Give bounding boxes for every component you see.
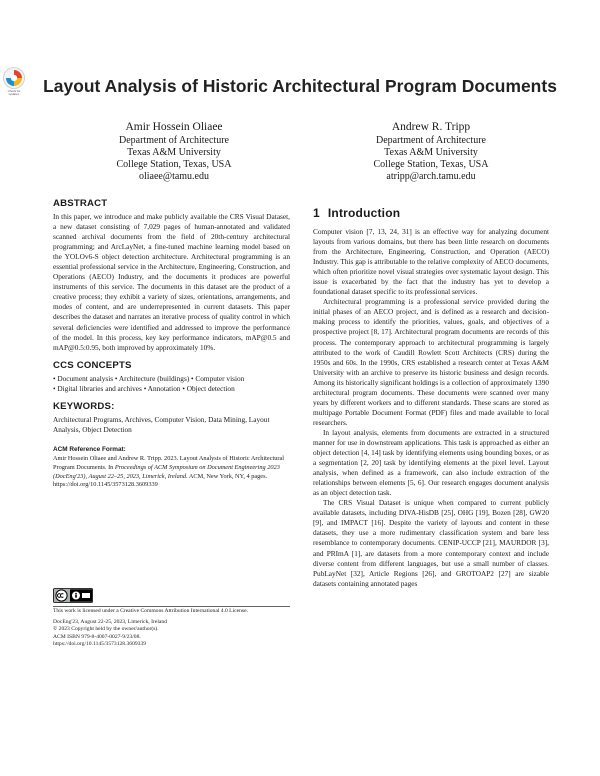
reference-publisher-doi[interactable]: ACM, New York, NY, 4 pages. https://doi.org/10.1145/3573128.3609339 — [53, 472, 268, 489]
intro-paragraph-4: The CRS Visual Dataset is unique when compared to current publicly available datasets, including DIVA-HisDB [25], OHG [19], Bozen [28], GW20 [9], and IMPACT [16]. Despite the variety of layouts and content in these datasets, they use a more rudimentary classification system and bare less resemblance to contemporary documents. CENIP-UCCP [21], MAURDOR [3], and PRImA [1], are datasets from a more contemporary context and include diverse content from different languages, but use a small number of classes. PubLayNet [32], Article Regions [26], and GROTOAP2 [27] are sizable datasets containing annotated pages — [313, 498, 549, 588]
author-department: Department of Architecture — [119, 135, 229, 146]
doi-link[interactable]: https://doi.org/10.1145/3573128.3609339 — [53, 641, 147, 648]
author-email[interactable]: atripp@arch.tamu.edu — [386, 171, 476, 182]
intro-paragraph-1: Computer vision [7, 13, 24, 31] is an effective way for analyzing document layouts from various domains, but there has been little research on documents from the Architecture, Engineering, Construction, and Operation (AECO) Industry. This gap is attributable to the relative complexity of AECO documents, which often prioritize novel visual strategies over systematic layout design. This issue is exacerbated by the fact that the industry has yet to develop a foundational dataset specific to its professional services. — [313, 227, 549, 297]
ccs-line: • Document analysis • Architecture (buildings) • Computer vision — [53, 373, 245, 383]
copyright-footer — [53, 608, 290, 649]
copyright-line: © 2023 Copyright held by the owner/author(s). — [53, 626, 159, 633]
acm-reference-heading: ACM Reference Format: — [53, 445, 126, 453]
conference-line: DocEng'23, August 22-25, 2023, Limerick, Ireland — [53, 618, 167, 625]
author-block-1 — [64, 120, 284, 183]
acm-reference-format — [53, 446, 290, 490]
ccs-heading: CCS CONCEPTS — [53, 359, 132, 371]
intro-paragraph-2: Architectural programming is a professional service provided during the initial phases of an AECO project, and is defined as a research and decision-making process to identify the priorities, values, goals, and objectives of a prospective project [8, 17]. Architectural program documents are records of this process. The contemporary approach to architectural programming is largely attributed to the work of Caudill Rowlett Scott Architects (CRS) during the 1950s and 60s. In the 1990s, CRS established a research center at Texas A&M University with an archive to preserve its historic business and design records. Among its historically significant holdings is a collection of approximately 1390 architectural program documents. These documents were scanned over many years by different workers and to different standards. These scans are stored as multipage Portable Document Format (PDF) files and made available to local researchers. — [313, 297, 549, 427]
section-number: 1 — [313, 206, 320, 220]
abstract-heading: ABSTRACT — [53, 198, 108, 209]
isbn-line: ACM ISBN 979-8-4007-0027-9/23/08. — [53, 633, 141, 640]
reference-citation: Amir Hossein Oliaee and Andrew R. Tripp. 2023. Layout Analysis of Historic Architectural Program Documents. In — [53, 455, 285, 472]
author-location: College Station, Texas, USA — [116, 159, 232, 170]
left-column — [53, 198, 290, 490]
section-title: Introduction — [327, 206, 401, 220]
introduction-heading — [313, 206, 549, 221]
ccs-line: • Digital libraries and archives • Annotation • Object detection — [53, 383, 235, 393]
reference-venue: Proceedings of ACM Symposium on Document Engineering 2023 (DocEng'23), August 22–25, 2023, Limerick, Ireland — [53, 464, 280, 480]
author-name: Amir Hossein Oliaee — [125, 121, 223, 133]
keywords-heading: KEYWORDS: — [53, 400, 115, 412]
intro-paragraph-3: In layout analysis, elements from documents are extracted in a structured manner for use in downstream applications. This task is approached as either an object detection [4, 14] task by identifying elements using bounding boxes, or as a segmentation [2, 20] task by identifying elements at the pixel level. Layout analysis, when defined as a framework, can also include extraction of the relationships between elements [5, 6]. Our research engages document analysis as an object detection task. — [313, 427, 549, 498]
check-for-updates-badge[interactable] — [2, 66, 26, 94]
paper-title: Layout Analysis of Historic Architectural Program Documents — [43, 76, 557, 96]
check-for-updates-icon — [2, 66, 26, 90]
author-location: College Station, Texas, USA — [373, 159, 489, 170]
author-university: Texas A&M University — [127, 147, 221, 158]
author-university: Texas A&M University — [384, 147, 478, 158]
footer-divider — [53, 606, 290, 607]
check-for-updates-caption: Check for updates — [7, 89, 21, 96]
license-notice: This work is licensed under a Creative Commons Attribution International 4.0 License. — [53, 608, 248, 614]
right-column — [313, 198, 549, 589]
abstract-text: In this paper, we introduce and make publicly available the CRS Visual Dataset, a new dataset consisting of 7,029 pages of human-annotated and validated scanned archival documents from the field of 20th-century architectural programming; and ArcLayNet, a fine-tuned machine learning model based on the YOLOv6-S object detection architecture. Architectural programming is an essential professional service in the Architecture, Engineering, Construction, and Operations (AECO) Industry, and the documents it produces are powerful instruments of this service. The documents in this dataset are the product of a creative process; they exhibit a variety of sizes, orientations, arrangements, and modes of content, and are underrepresented in current datasets. This paper describes the dataset and narrates an iterative process of quality control in which several deficiencies were identified and addressed to improve the performance of the model. In this process, key key performance indicators, mAP@0.5 and mAP@0.5:0.95, both improved by approximately 10%. — [53, 212, 290, 352]
author-name: Andrew R. Tripp — [391, 121, 471, 133]
creative-commons-badge[interactable] — [53, 588, 93, 603]
ccs-concepts-list — [53, 374, 290, 394]
author-department: Department of Architecture — [376, 135, 486, 146]
author-email[interactable]: oliaee@tamu.edu — [138, 171, 209, 182]
acm-reference-text: Amir Hossein Oliaee and Andrew R. Tripp. 2023. Layout Analysis of Historic Architectural Program Documents. In Proceedings of ACM Symposium on Document Engineering 2023 (DocEng'23), August 22–25, 2023, Limerick, Ireland. ACM, New York, NY, 4 pages. https://doi.org/10.1145/3573128.3609339 — [53, 455, 285, 489]
author-block-2 — [321, 120, 541, 183]
keywords-text: Architectural Programs, Archives, Computer Vision, Data Mining, Layout Analysis, Object Detection — [53, 414, 270, 434]
cc-by-license-icon — [53, 588, 93, 603]
